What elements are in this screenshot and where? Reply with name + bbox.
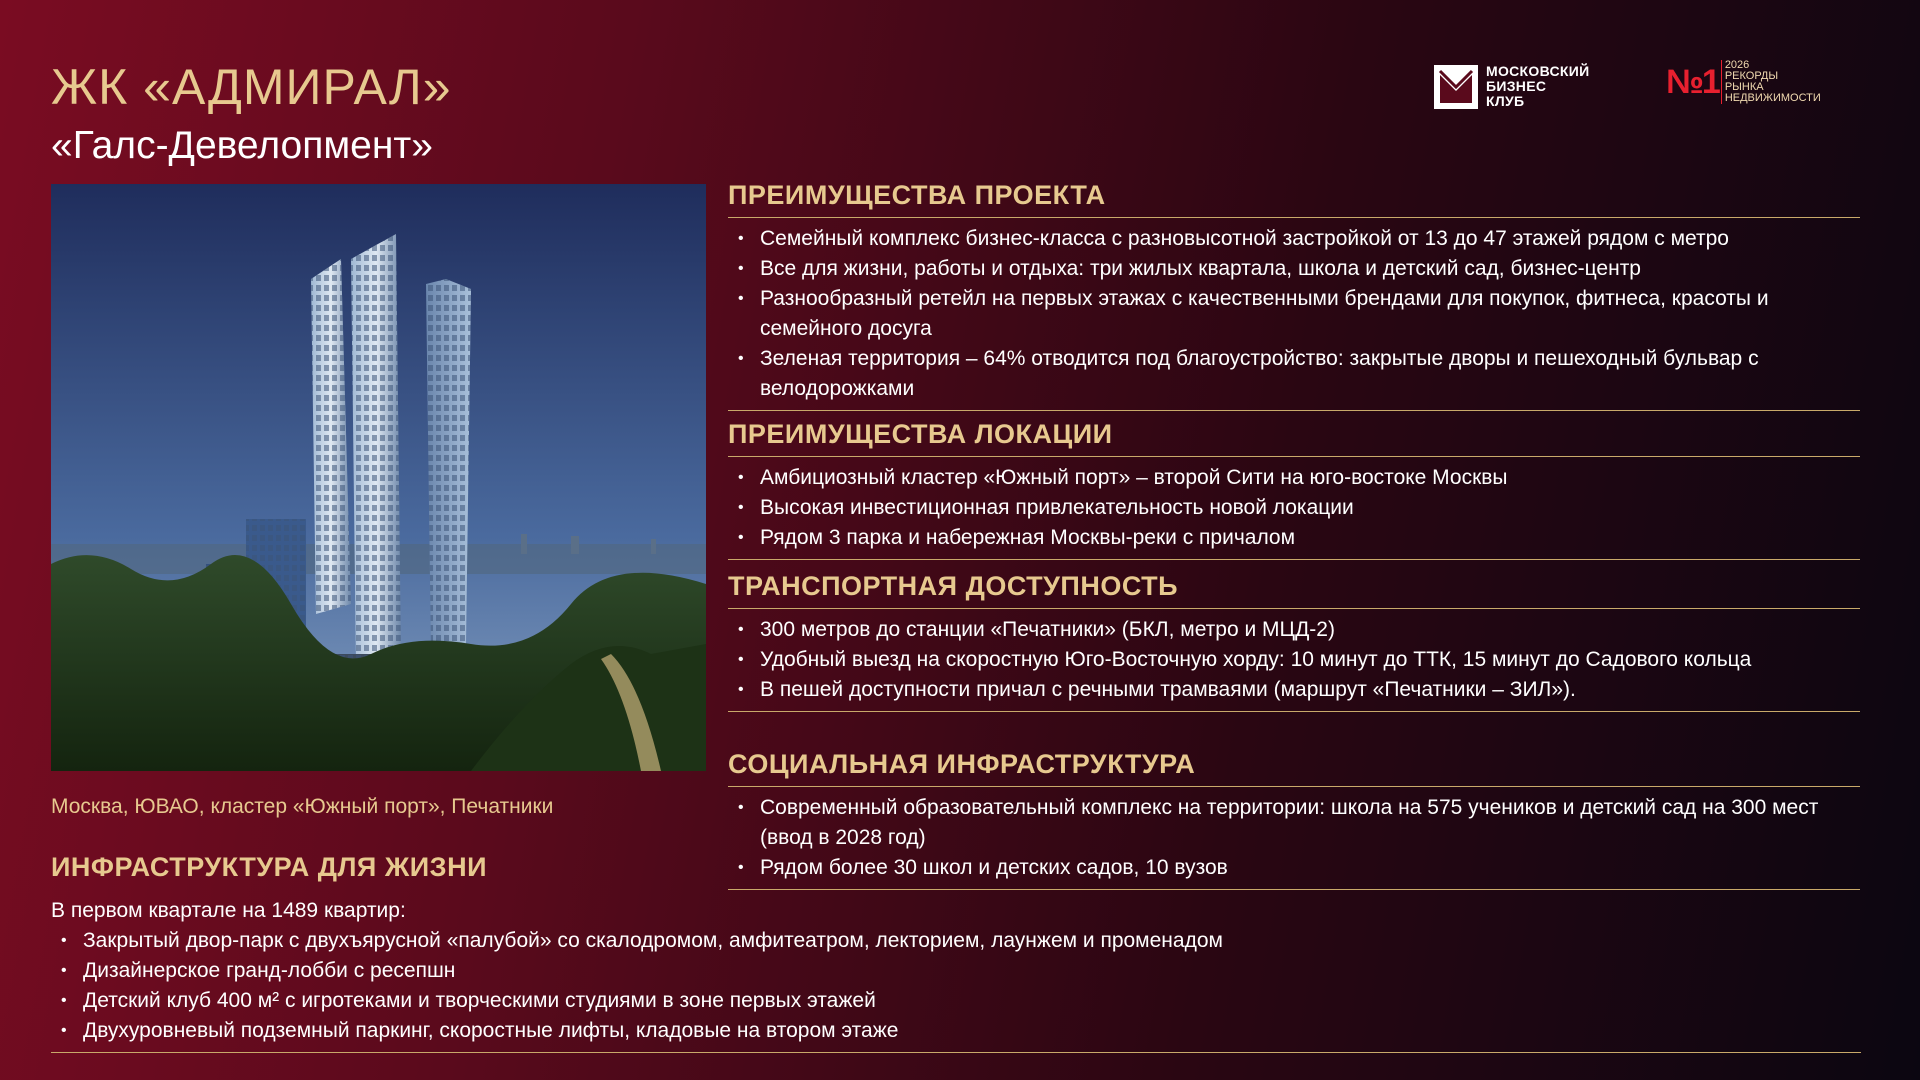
list-item: • Зеленая территория – 64% отводится под благоустройство: закрытые дворы и пешеходный бульвар с велодорожками: [728, 344, 1860, 404]
section-social-infrastructure: [728, 749, 1860, 890]
list-item: • В пешей доступности причал с речными трамваями (маршрут «Печатники – ЗИЛ»).: [728, 675, 1860, 705]
section-title: ПРЕИМУЩЕСТВА ПРОЕКТА: [728, 180, 1860, 218]
no1-line2: РЫНКА: [1724, 81, 1764, 93]
list-item: • Закрытый двор-парк с двухъярусной «палубой» со скалодромом, амфитеатром, лекторием, лаунжем и променадом: [51, 926, 1861, 956]
list-item: • 300 метров до станции «Печатники» (БКЛ, метро и МЦД-2): [728, 615, 1860, 645]
list-item: • Детский клуб 400 м² с игротеками и творческими студиями в зоне первых этажей: [51, 986, 1861, 1016]
section-project-advantages: [728, 180, 1860, 411]
list-item: • Дизайнерское гранд-лобби с ресепшн: [51, 956, 1861, 986]
mbk-logo: [1434, 64, 1589, 109]
list-item: • Рядом 3 парка и набережная Москвы-реки с причалом: [728, 523, 1860, 553]
no1-mark: №1: [1666, 63, 1719, 101]
infrastructure-intro: В первом квартале на 1489 квартир:: [51, 899, 406, 922]
section-title: ТРАНСПОРТНАЯ ДОСТУПНОСТЬ: [728, 571, 1860, 609]
developer-subtitle: «Галс-Девелопмент»: [51, 124, 433, 167]
list-item: • Рядом более 30 школ и детских садов, 10 вузов: [728, 853, 1860, 883]
list-item: • Амбициозный кластер «Южный порт» – второй Сити на юго-востоке Москвы: [728, 463, 1860, 493]
no1-logo: [1666, 60, 1821, 104]
building-render-image: [51, 184, 706, 771]
section-title: ПРЕИМУЩЕСТВА ЛОКАЦИИ: [728, 419, 1860, 457]
list-item: • Разнообразный ретейл на первых этажах с качественными брендами для покупок, фитнеса, красоты и семейного досуга: [728, 284, 1860, 344]
section-transport: [728, 571, 1860, 712]
section-title: СОЦИАЛЬНАЯ ИНФРАСТРУКТУРА: [728, 749, 1860, 787]
infrastructure-title: ИНФРАСТРУКТУРА ДЛЯ ЖИЗНИ: [51, 852, 487, 882]
no1-year: 2026: [1724, 59, 1750, 71]
list-item: • Двухуровневый подземный паркинг, скоростные лифты, кладовые на втором этаже: [51, 1016, 1861, 1046]
section-location-advantages: [728, 419, 1860, 560]
infrastructure-block: [51, 896, 1861, 1053]
list-item: • Все для жизни, работы и отдыха: три жилых квартала, школа и детский сад, бизнес-центр: [728, 254, 1860, 284]
mbk-logo-icon: [1434, 65, 1478, 109]
mbk-logo-line2: БИЗНЕС: [1486, 78, 1547, 94]
list-item: • Удобный выезд на скоростную Юго-Восточную хорду: 10 минут до ТТК, 15 минут до Садового кольца: [728, 645, 1860, 675]
no1-line1: РЕКОРДЫ: [1724, 70, 1779, 82]
mbk-logo-line3: КЛУБ: [1486, 93, 1525, 109]
list-item: • Высокая инвестиционная привлекательность новой локации: [728, 493, 1860, 523]
list-item: • Семейный комплекс бизнес-класса с разновысотной застройкой от 13 до 47 этажей рядом с метро: [728, 224, 1860, 254]
mbk-logo-line1: МОСКОВСКИЙ: [1486, 63, 1590, 79]
page-title: ЖК «АДМИРАЛ»: [51, 59, 452, 115]
list-item: • Современный образовательный комплекс на территории: школа на 575 учеников и детский сад на 300 мест (ввод в 2028 год): [728, 793, 1860, 853]
no1-line3: НЕДВИЖИМОСТИ: [1724, 92, 1821, 104]
address-line: Москва, ЮВАО, кластер «Южный порт», Печатники: [51, 795, 554, 818]
